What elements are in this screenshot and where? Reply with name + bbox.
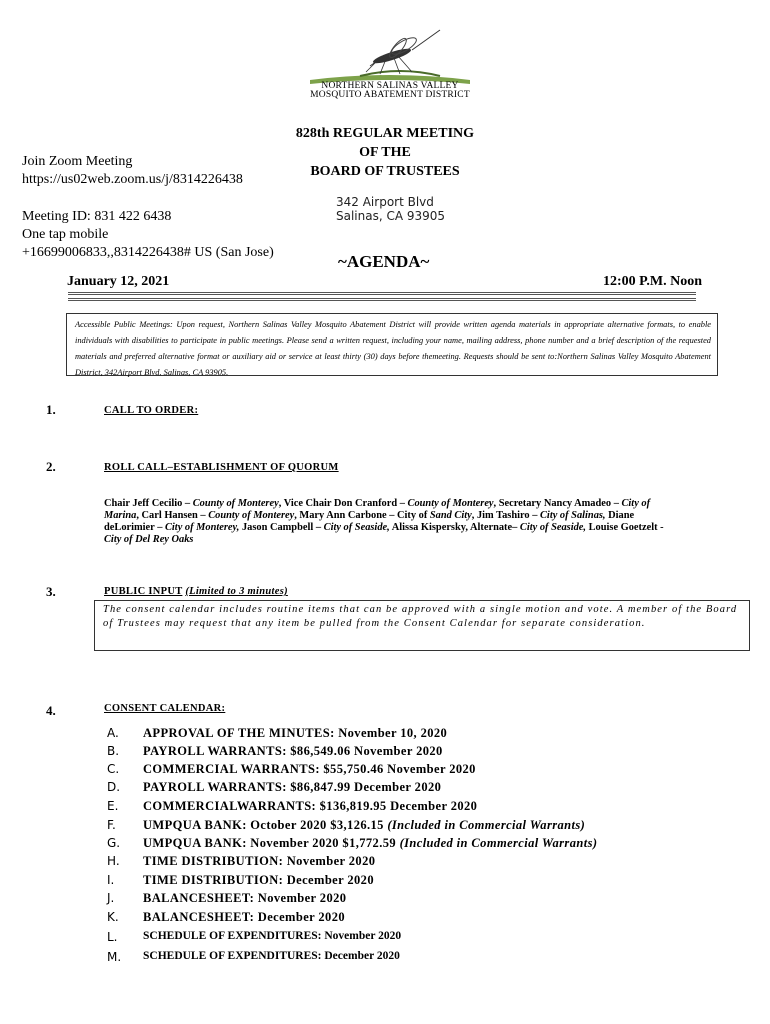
section-number: 1. bbox=[46, 402, 56, 417]
consent-calendar-note: The consent calendar includes routine items that can be approved with a single motion and vote. A member of the Board of Trustees may request that any item be pulled from the Consent Calendar for separate consideration. bbox=[94, 600, 750, 651]
meeting-address: 342 Airport Blvd Salinas, CA 93905 bbox=[336, 195, 446, 223]
meeting-title: 828th REGULAR MEETING OF THE BOARD OF TRUSTEES bbox=[295, 126, 475, 179]
section-roll-call: ROLL CALL–ESTABLISHMENT OF QUORUM bbox=[104, 462, 339, 473]
district-logo-text: NORTHERN SALINAS VALLEY MOSQUITO ABATEMENT DISTRICT bbox=[310, 81, 470, 100]
section-number: 3. bbox=[46, 584, 56, 599]
zoom-meeting-id: Meeting ID: 831 422 6438 One tap mobile +16699006833,,8314226438# US (San Jose) bbox=[22, 209, 274, 260]
section-public-input: PUBLIC INPUT (Limited to 3 minutes) bbox=[104, 586, 288, 597]
meeting-time: 12:00 P.M. Noon bbox=[602, 274, 702, 289]
section-consent-calendar: CONSENT CALENDAR: bbox=[104, 703, 226, 714]
agenda-heading: ~AGENDA~ bbox=[338, 252, 430, 271]
section-call-to-order: CALL TO ORDER: bbox=[104, 405, 199, 416]
section-number: 4. bbox=[46, 703, 56, 718]
meeting-date: January 12, 2021 bbox=[67, 274, 170, 289]
zoom-link[interactable]: https://us02web.zoom.us/j/8314226438 bbox=[22, 172, 243, 187]
section-number: 2. bbox=[46, 459, 56, 474]
divider bbox=[68, 298, 696, 301]
divider bbox=[68, 292, 696, 295]
accessibility-notice: Accessible Public Meetings: Upon request, Northern Salinas Valley Mosquito Abatement District will provide written agenda materials in appropriate alternative formats, to enable individuals with disabilities to participate in public meetings. Please send a written request, including your name, mailing address, phone number and a brief description of the requested materials and preferred alternative format or auxiliary aid or service at least thirty (30) days before themeeting. Requests should be sent to:Northern Salinas Valley Mosquito Abatement District, 342Airport Blvd. Salinas, CA 93905. bbox=[66, 313, 718, 376]
zoom-join-info: Join Zoom Meeting https://us02web.zoom.us/j/8314226438 bbox=[22, 154, 243, 187]
trustee-roster: Chair Jeff Cecilio – County of Monterey, Vice Chair Don Cranford – County of Monterey, Secretary Nancy Amadeo – City of Marina, Carl Hansen – County of Monterey, Mary Ann Carbone – City of Sand City, Jim Tashiro – City of Salinas, Diane deLorimier – City of Monterey, Jason Campbell – City of Seaside, Alissa Kispersky, Alternate– City of Seaside, Louise Goetzelt - City of Del Rey Oaks bbox=[104, 498, 664, 545]
